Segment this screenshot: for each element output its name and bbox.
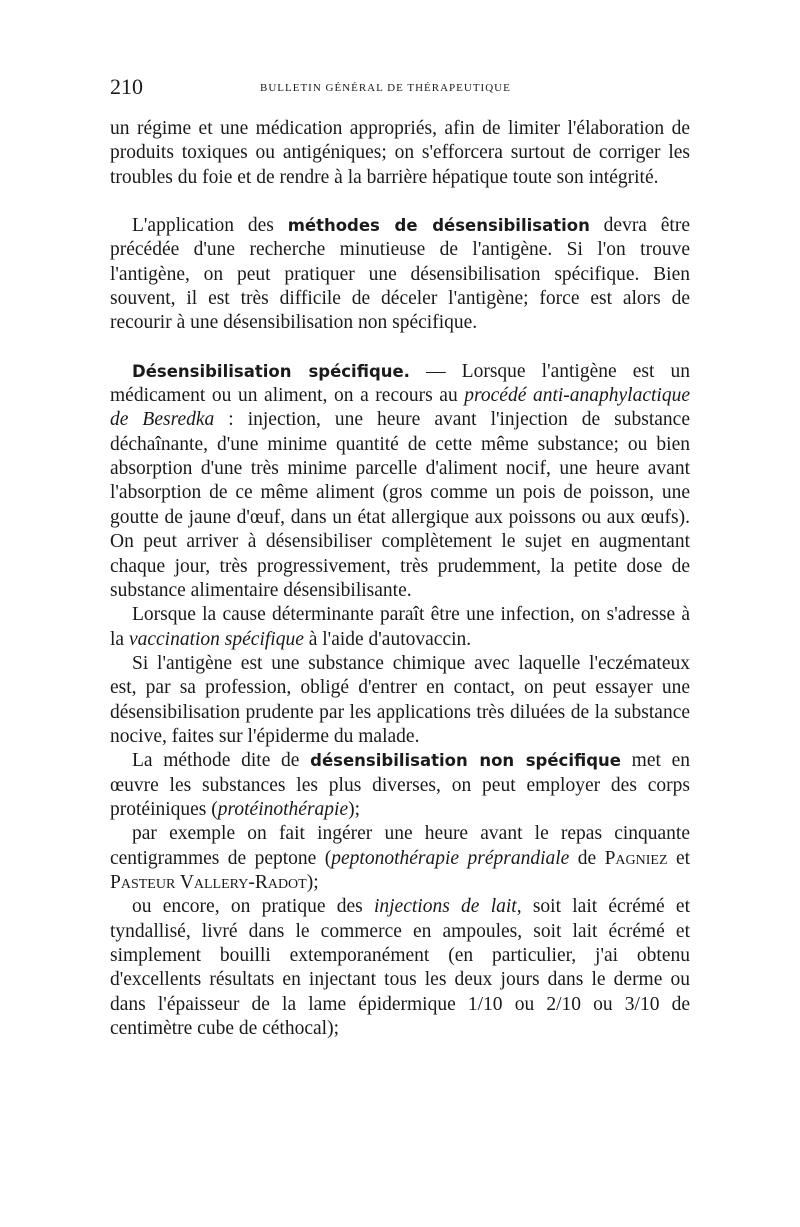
text-span: devra être précédée d'une recherche minutieuse de l'antigène. Si l'on trouve l'antigène, on peut pratiquer une désensibilisation spécifique. Bien souvent, il est très difficile de déceler l'antigène; force est alors de recourir à une désensibilisation non spécifique. [110, 215, 690, 334]
term-proteinotherapie: protéinothérapie [217, 798, 349, 820]
author-pasteur-vallery-radot: Pasteur Vallery-Radot [110, 871, 307, 893]
text-span: : injection, une heure avant l'injection de substance déchaînante, d'une minime quantité de cette même substance; ou bien absorption d'une très minime parcelle d'aliment nocif, une heure avant l'absorption de ce même aliment (gros comme un pois de poisson, une goutte de jaune d'œuf, dans un état allergique aux poissons ou aux œufs). On peut arriver à désensibiliser complètement le sujet en augmentant chaque jour, très progressivement, très prudemment, la petite dose de substance alimentaire désensibilisante. [110, 409, 690, 601]
term-vaccination: vaccination spécifique [128, 628, 304, 650]
body-text [110, 117, 690, 1041]
text-span: Lorsque la cause déterminante paraît être une infection, on s'adresse à la [110, 604, 690, 650]
paragraph-6 [110, 749, 690, 822]
text-span: L'application des [132, 215, 288, 237]
text-span: et [667, 847, 691, 869]
text-span: ); [348, 798, 361, 820]
text-span: La méthode dite de [132, 750, 311, 772]
paragraph-2 [110, 214, 690, 336]
page-number: 210 [110, 74, 143, 99]
text-span: — Lorsque l'antigène est un médicament ou un aliment, on a recours au [110, 360, 691, 407]
author-pagniez: Pagniez [604, 847, 668, 869]
text-span: , soit lait écrémé et tyndallisé, livré dans le commerce en ampoules, soit lait écrémé et simplement bouilli extemporanément (en particulier, j'ai obtenu d'excellents résultats en injectant tous les deux jours dans le derme ou dans l'épaisseur de la lame épidermique 1/10 ou 2/10 ou 3/10 de centimètre cube de céthocal); [110, 896, 691, 1040]
paragraph-1: un régime et une médication appropriés, afin de limiter l'élaboration de produits toxiques ou antigéniques; on s'efforcera surtout de corriger les troubles du foie et de rendre à la barrière hépatique toute son intégrité. [110, 118, 690, 188]
text-span: à l'aide d'autovaccin. [303, 628, 472, 650]
paragraph-3 [110, 360, 690, 603]
running-title: BULLETIN GÉNÉRAL DE THÉRAPEUTIQUE [260, 82, 511, 94]
term-non-specific: désensibilisation non spécifique [310, 751, 621, 771]
text-span: de [569, 847, 605, 869]
page-header [110, 74, 690, 104]
term-besredka: procédé anti-anaphylactique de Besredka [110, 385, 690, 431]
section-separator [110, 190, 690, 214]
section-heading-specific: Désensibilisation spécifique. [132, 361, 410, 381]
term-desensibilisation-methods: méthodes de désensibilisation [287, 216, 590, 236]
text-span: ou encore, on pratique des [132, 896, 374, 918]
term-injections-lait: injections de lait [373, 896, 517, 918]
text-span: met en œuvre les substances les plus diverses, on peut employer des corps protéiniques ( [110, 750, 690, 820]
paragraph-7 [110, 822, 690, 895]
term-peptonotherapie: peptonothérapie préprandiale [331, 847, 570, 869]
paragraph-4 [110, 603, 690, 652]
paragraph-8 [110, 895, 690, 1041]
text-span: ); [306, 871, 319, 893]
paragraph-5: Si l'antigène est une substance chimique avec laquelle l'eczémateux est, par sa profession, obligé d'entrer en contact, on peut essayer une désensibilisation prudente par les applications très diluées de la substance nocive, faites sur l'épiderme du malade. [110, 652, 690, 747]
text-span: par exemple on fait ingérer une heure avant le repas cinquante centigrammes de peptone ( [110, 823, 690, 869]
